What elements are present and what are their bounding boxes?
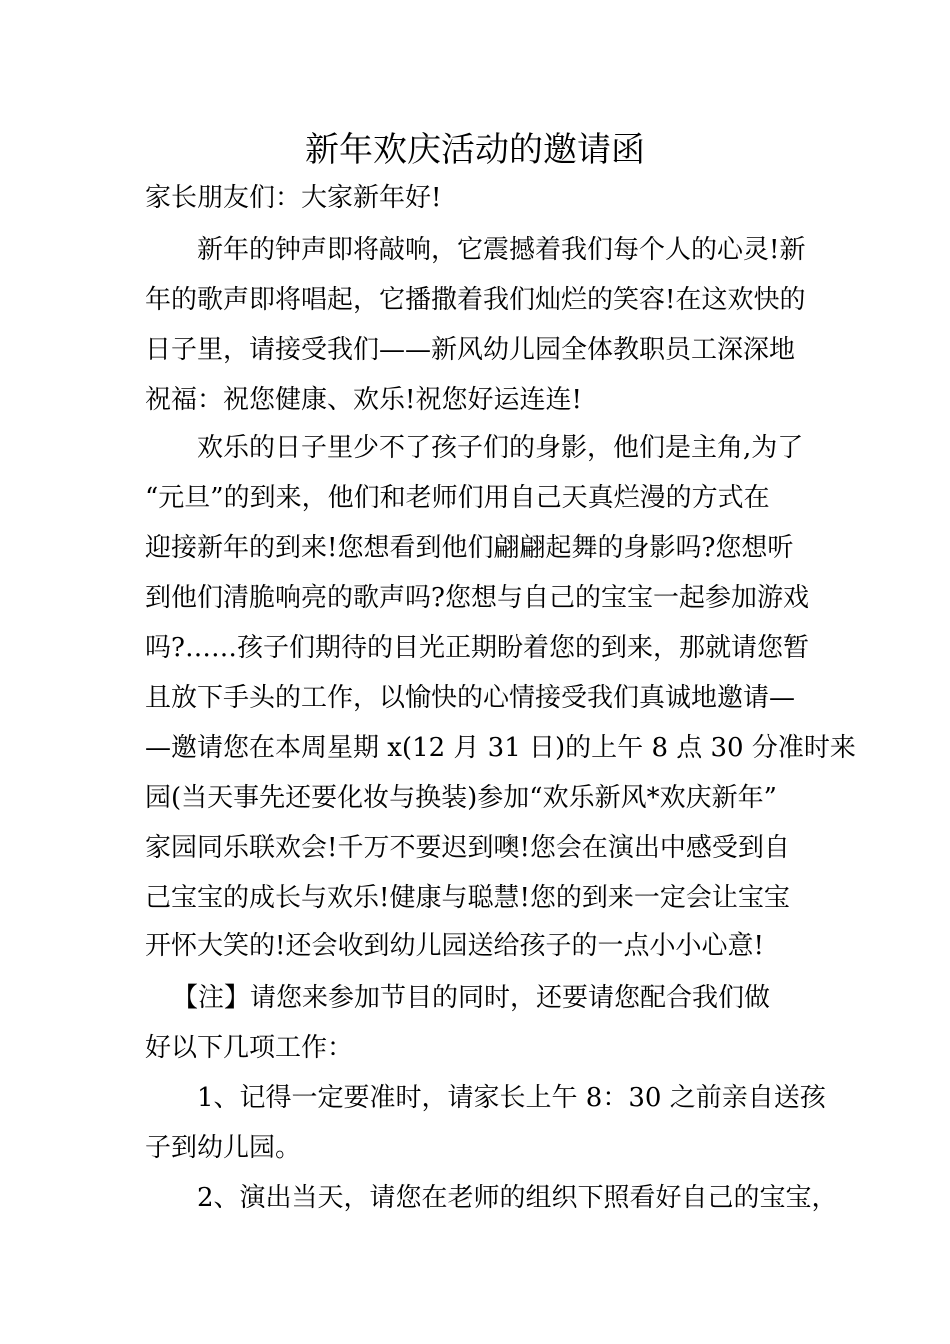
paragraph-line: 到他们清脆响亮的歌声吗?您想与自己的宝宝一起参加游戏 bbox=[145, 583, 809, 613]
paragraph-line: 且放下手头的工作，以愉快的心情接受我们真诚地邀请— bbox=[145, 683, 796, 713]
paragraph-line: 园(当天事先还要化妆与换装)参加“欢乐新风*欢庆新年” bbox=[145, 783, 777, 813]
greeting-line: 家长朋友们：大家新年好! bbox=[145, 183, 442, 213]
paragraph-line: 己宝宝的成长与欢乐!健康与聪慧!您的到来一定会让宝宝 bbox=[145, 883, 790, 913]
paragraph-line: 新年的钟声即将敲响，它震撼着我们每个人的心灵!新 bbox=[197, 235, 806, 265]
paragraph-line: 欢乐的日子里少不了孩子们的身影，他们是主角,为了 bbox=[197, 433, 804, 463]
paragraph-line: 迎接新年的到来!您想看到他们翩翩起舞的身影吗?您想听 bbox=[145, 533, 794, 563]
paragraph-line: —邀请您在本周星期 x(12 月 31 日)的上午 8 点 30 分准时来 bbox=[145, 733, 856, 763]
list-item-line: 1、记得一定要准时，请家长上午 8：30 之前亲自送孩 bbox=[197, 1083, 826, 1113]
paragraph-line: 吗?……孩子们期待的目光正期盼着您的到来，那就请您暂 bbox=[145, 633, 809, 663]
list-item-line: 子到幼儿园。 bbox=[145, 1133, 302, 1163]
paragraph-line: 日子里，请接受我们——新风幼儿园全体教职员工深深地 bbox=[145, 335, 796, 365]
paragraph-line: 开怀大笑的!还会收到幼儿园送给孩子的一点小小心意! bbox=[145, 931, 764, 961]
note-line: 【注】请您来参加节目的同时，还要请您配合我们做 bbox=[172, 983, 771, 1013]
note-line: 好以下几项工作： bbox=[145, 1033, 354, 1063]
paragraph-line: 祝福：祝您健康、欢乐!祝您好运连连! bbox=[145, 385, 582, 415]
paragraph-line: “元旦”的到来，他们和老师们用自己天真烂漫的方式在 bbox=[145, 483, 770, 513]
paragraph-line: 年的歌声即将唱起，它播撒着我们灿烂的笑容!在这欢快的 bbox=[145, 285, 806, 315]
document-title: 新年欢庆活动的邀请函 bbox=[305, 130, 645, 170]
list-item-line: 2、演出当天，请您在老师的组织下照看好自己的宝宝， bbox=[197, 1183, 838, 1213]
paragraph-line: 家园同乐联欢会!千万不要迟到噢!您会在演出中感受到自 bbox=[145, 833, 790, 863]
